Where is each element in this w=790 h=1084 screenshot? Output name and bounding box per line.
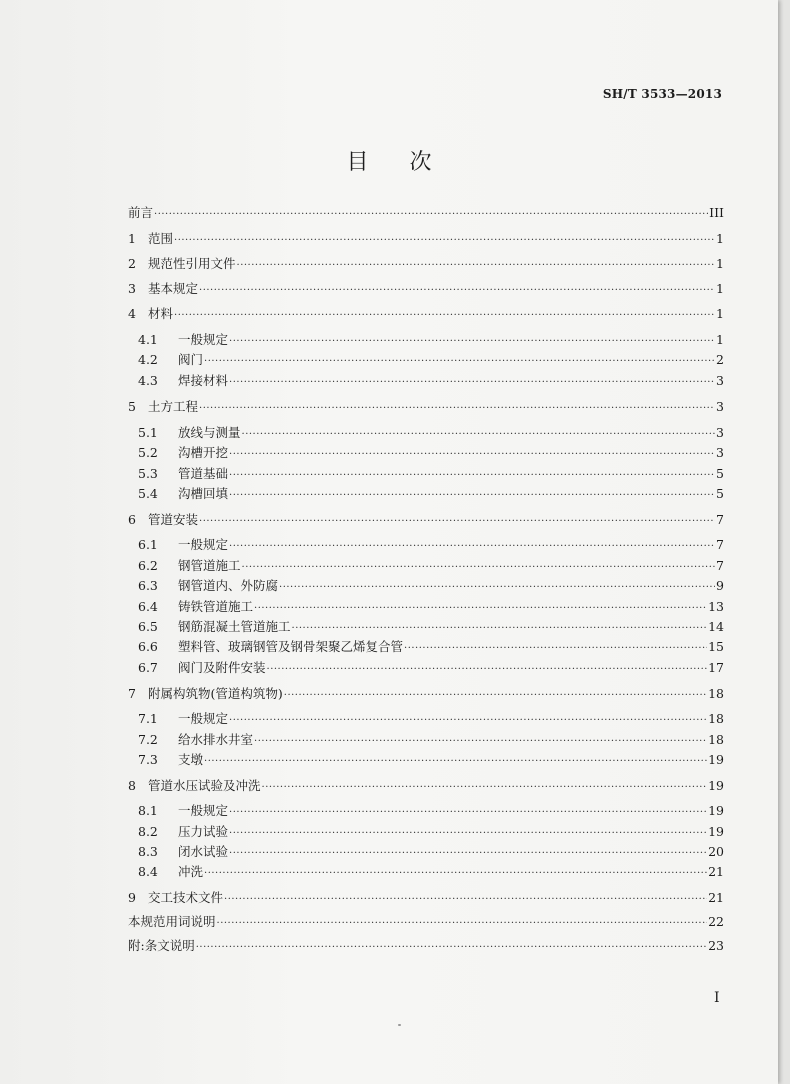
toc-title: 目 次 bbox=[346, 150, 432, 175]
toc-entry-page: 3 bbox=[716, 445, 724, 460]
toc-entry bbox=[128, 280, 724, 298]
toc-leader-dots bbox=[229, 804, 707, 822]
toc-entry bbox=[128, 731, 724, 749]
toc-entry-label: 土方工程 bbox=[148, 399, 199, 414]
toc-entry-number: 6.5 bbox=[138, 619, 158, 634]
toc-leader-dots bbox=[199, 282, 715, 300]
toc-entry bbox=[128, 638, 724, 656]
toc-leader-dots bbox=[254, 600, 707, 618]
toc-entry bbox=[128, 598, 724, 616]
toc-entry-label: 管道安装 bbox=[148, 512, 199, 527]
toc-leader-dots bbox=[204, 753, 707, 771]
toc-entry-page: 1 bbox=[716, 306, 724, 321]
toc-entry-label: 交工技术文件 bbox=[148, 890, 224, 905]
toc-entry bbox=[128, 751, 724, 769]
toc-entry-page: 1 bbox=[716, 332, 724, 347]
toc-entry-label: 沟槽开挖 bbox=[178, 445, 229, 460]
toc-leader-dots bbox=[229, 374, 715, 392]
page-number: I bbox=[714, 990, 720, 1006]
toc-entry-label: 附:条文说明 bbox=[128, 938, 195, 953]
toc-entry-number: 8 bbox=[128, 778, 136, 793]
toc-entry-label: 一般规定 bbox=[178, 537, 229, 552]
toc-entry-number: 8.1 bbox=[138, 803, 158, 818]
toc-entry-page: 3 bbox=[716, 373, 724, 388]
toc-entry-label: 前言 bbox=[128, 205, 154, 220]
toc-leader-dots bbox=[199, 400, 715, 418]
toc-entry-number: 8.2 bbox=[138, 824, 158, 839]
toc-entry-label: 冲洗 bbox=[178, 864, 204, 879]
toc-entry bbox=[128, 331, 724, 349]
toc-entry-label: 管道基础 bbox=[178, 466, 229, 481]
toc-leader-dots bbox=[237, 257, 716, 275]
toc-entry-page: 5 bbox=[716, 486, 724, 501]
toc-entry bbox=[128, 557, 724, 575]
toc-entry-number: 7.1 bbox=[138, 711, 158, 726]
toc-entry-number: 5 bbox=[128, 399, 136, 414]
toc-entry bbox=[128, 255, 724, 273]
toc-leader-dots bbox=[267, 661, 708, 679]
toc-entry-label: 焊接材料 bbox=[178, 373, 229, 388]
toc-leader-dots bbox=[224, 891, 707, 909]
toc-entry-label: 范围 bbox=[148, 231, 174, 246]
toc-entry bbox=[128, 710, 724, 728]
toc-entry-label: 基本规定 bbox=[148, 281, 199, 296]
toc-entry bbox=[128, 843, 724, 861]
toc-entry-page: 20 bbox=[708, 844, 724, 859]
toc-entry-page: 18 bbox=[708, 711, 724, 726]
toc-entry-label: 阀门 bbox=[178, 352, 204, 367]
toc-entry-label: 附属构筑物(管道构筑物) bbox=[148, 686, 283, 701]
toc-entry-page: 21 bbox=[708, 864, 724, 879]
toc-leader-dots bbox=[404, 640, 707, 658]
toc-entry-page: 2 bbox=[716, 352, 724, 367]
toc-entry-page: 23 bbox=[708, 938, 724, 953]
toc-leader-dots bbox=[199, 513, 715, 531]
toc-entry bbox=[128, 889, 724, 907]
toc-leader-dots bbox=[196, 939, 707, 957]
toc-entry-number: 9 bbox=[128, 890, 136, 905]
toc-entry bbox=[128, 937, 724, 955]
toc-entry-number: 5.3 bbox=[138, 466, 158, 481]
toc-entry bbox=[128, 398, 724, 416]
toc-leader-dots bbox=[292, 620, 708, 638]
toc-entry-number: 6 bbox=[128, 512, 136, 527]
toc-leader-dots bbox=[284, 687, 707, 705]
toc-entry-label: 铸铁管道施工 bbox=[178, 599, 254, 614]
toc-entry bbox=[128, 913, 724, 931]
toc-entry-page: 7 bbox=[716, 537, 724, 552]
toc-entry bbox=[128, 777, 724, 795]
toc-entry-number: 7.3 bbox=[138, 752, 158, 767]
toc-entry bbox=[128, 511, 724, 529]
toc-entry bbox=[128, 863, 724, 881]
toc-entry-label: 阀门及附件安装 bbox=[178, 660, 266, 675]
toc-entry-label: 钢筋混凝土管道施工 bbox=[178, 619, 291, 634]
toc-entry bbox=[128, 230, 724, 248]
toc-entry-page: 3 bbox=[716, 425, 724, 440]
toc-entry-number: 4 bbox=[128, 306, 136, 321]
toc-entry-page: III bbox=[709, 205, 724, 220]
toc-entry-label: 给水排水井室 bbox=[178, 732, 254, 747]
toc-entry-number: 3 bbox=[128, 281, 136, 296]
toc-entry-page: 19 bbox=[708, 803, 724, 818]
toc-entry-page: 18 bbox=[708, 686, 724, 701]
toc-leader-dots bbox=[229, 712, 707, 730]
toc-leader-dots bbox=[229, 446, 715, 464]
toc-entry bbox=[128, 485, 724, 503]
toc-leader-dots bbox=[217, 915, 708, 933]
toc-entry-page: 1 bbox=[716, 281, 724, 296]
toc-entry-page: 13 bbox=[708, 599, 724, 614]
toc-entry-page: 7 bbox=[716, 512, 724, 527]
toc-entry-label: 一般规定 bbox=[178, 711, 229, 726]
toc-entry-label: 塑料管、玻璃钢管及钢骨架聚乙烯复合管 bbox=[178, 639, 404, 654]
toc-entry-label: 一般规定 bbox=[178, 803, 229, 818]
toc-entry-label: 规范性引用文件 bbox=[148, 256, 236, 271]
toc-leader-dots bbox=[229, 845, 707, 863]
toc-entry bbox=[128, 823, 724, 841]
toc-leader-dots bbox=[229, 825, 707, 843]
toc-leader-dots bbox=[154, 206, 708, 224]
toc-entry-number: 2 bbox=[128, 256, 136, 271]
toc-entry-page: 7 bbox=[716, 558, 724, 573]
toc-entry-page: 14 bbox=[708, 619, 724, 634]
scan-speck bbox=[398, 1024, 401, 1026]
toc-leader-dots bbox=[174, 307, 715, 325]
toc-entry-page: 3 bbox=[716, 399, 724, 414]
toc-entry bbox=[128, 372, 724, 390]
toc-entry-number: 6.1 bbox=[138, 537, 158, 552]
toc-entry-page: 1 bbox=[716, 256, 724, 271]
toc-entry-number: 5.1 bbox=[138, 425, 158, 440]
toc-entry-page: 19 bbox=[708, 824, 724, 839]
toc-entry bbox=[128, 659, 724, 677]
toc-leader-dots bbox=[242, 559, 716, 577]
toc-entry-page: 19 bbox=[708, 752, 724, 767]
toc-entry bbox=[128, 536, 724, 554]
toc-entry-page: 18 bbox=[708, 732, 724, 747]
toc-entry-number: 8.4 bbox=[138, 864, 158, 879]
toc-entry bbox=[128, 351, 724, 369]
toc-entry-label: 材料 bbox=[148, 306, 174, 321]
toc-entry-number: 6.3 bbox=[138, 578, 158, 593]
toc-entry-number: 4.3 bbox=[138, 373, 158, 388]
toc-entry-number: 6.7 bbox=[138, 660, 158, 675]
toc-entry bbox=[128, 465, 724, 483]
toc-leader-dots bbox=[242, 426, 716, 444]
toc-entry-number: 7 bbox=[128, 686, 136, 701]
toc-entry-number: 6.4 bbox=[138, 599, 158, 614]
toc-entry bbox=[128, 444, 724, 462]
toc-leader-dots bbox=[229, 538, 715, 556]
toc-leader-dots bbox=[229, 487, 715, 505]
toc-entry-page: 17 bbox=[708, 660, 724, 675]
toc-entry-page: 5 bbox=[716, 466, 724, 481]
toc-entry-label: 压力试验 bbox=[178, 824, 229, 839]
toc-entry-label: 钢管道内、外防腐 bbox=[178, 578, 279, 593]
toc-entry-page: 9 bbox=[716, 578, 724, 593]
toc-entry-label: 沟槽回填 bbox=[178, 486, 229, 501]
toc-entry-page: 21 bbox=[708, 890, 724, 905]
toc-entry bbox=[128, 204, 724, 222]
toc-entry-label: 放线与测量 bbox=[178, 425, 241, 440]
toc-entry bbox=[128, 618, 724, 636]
toc-leader-dots bbox=[174, 232, 715, 250]
toc-entry-page: 22 bbox=[708, 914, 724, 929]
toc-entry-number: 6.2 bbox=[138, 558, 158, 573]
toc-entry-number: 4.2 bbox=[138, 352, 158, 367]
toc-leader-dots bbox=[262, 779, 708, 797]
toc-entry-page: 15 bbox=[708, 639, 724, 654]
toc-entry-label: 钢管道施工 bbox=[178, 558, 241, 573]
toc-leader-dots bbox=[229, 467, 715, 485]
toc-entry bbox=[128, 685, 724, 703]
toc-entry-number: 5.4 bbox=[138, 486, 158, 501]
toc-entry-number: 1 bbox=[128, 231, 136, 246]
toc-entry-number: 6.6 bbox=[138, 639, 158, 654]
toc-entry bbox=[128, 424, 724, 442]
toc-entry-label: 本规范用词说明 bbox=[128, 914, 216, 929]
toc-entry-number: 7.2 bbox=[138, 732, 158, 747]
toc-entry bbox=[128, 305, 724, 323]
toc-leader-dots bbox=[279, 579, 715, 597]
toc-entry-number: 5.2 bbox=[138, 445, 158, 460]
toc-entry-number: 8.3 bbox=[138, 844, 158, 859]
toc-entry-number: 4.1 bbox=[138, 332, 158, 347]
toc-entry-page: 1 bbox=[716, 231, 724, 246]
toc-entry-page: 19 bbox=[708, 778, 724, 793]
toc-leader-dots bbox=[229, 333, 715, 351]
toc-leader-dots bbox=[204, 353, 715, 371]
toc-entry bbox=[128, 802, 724, 820]
standard-code: SH/T 3533—2013 bbox=[602, 87, 722, 101]
toc-entry-label: 支墩 bbox=[178, 752, 204, 767]
toc-entry-label: 管道水压试验及冲洗 bbox=[148, 778, 261, 793]
toc-leader-dots bbox=[204, 865, 707, 883]
toc-entry-label: 闭水试验 bbox=[178, 844, 229, 859]
toc-leader-dots bbox=[254, 733, 707, 751]
toc-entry-label: 一般规定 bbox=[178, 332, 229, 347]
toc-entry bbox=[128, 577, 724, 595]
